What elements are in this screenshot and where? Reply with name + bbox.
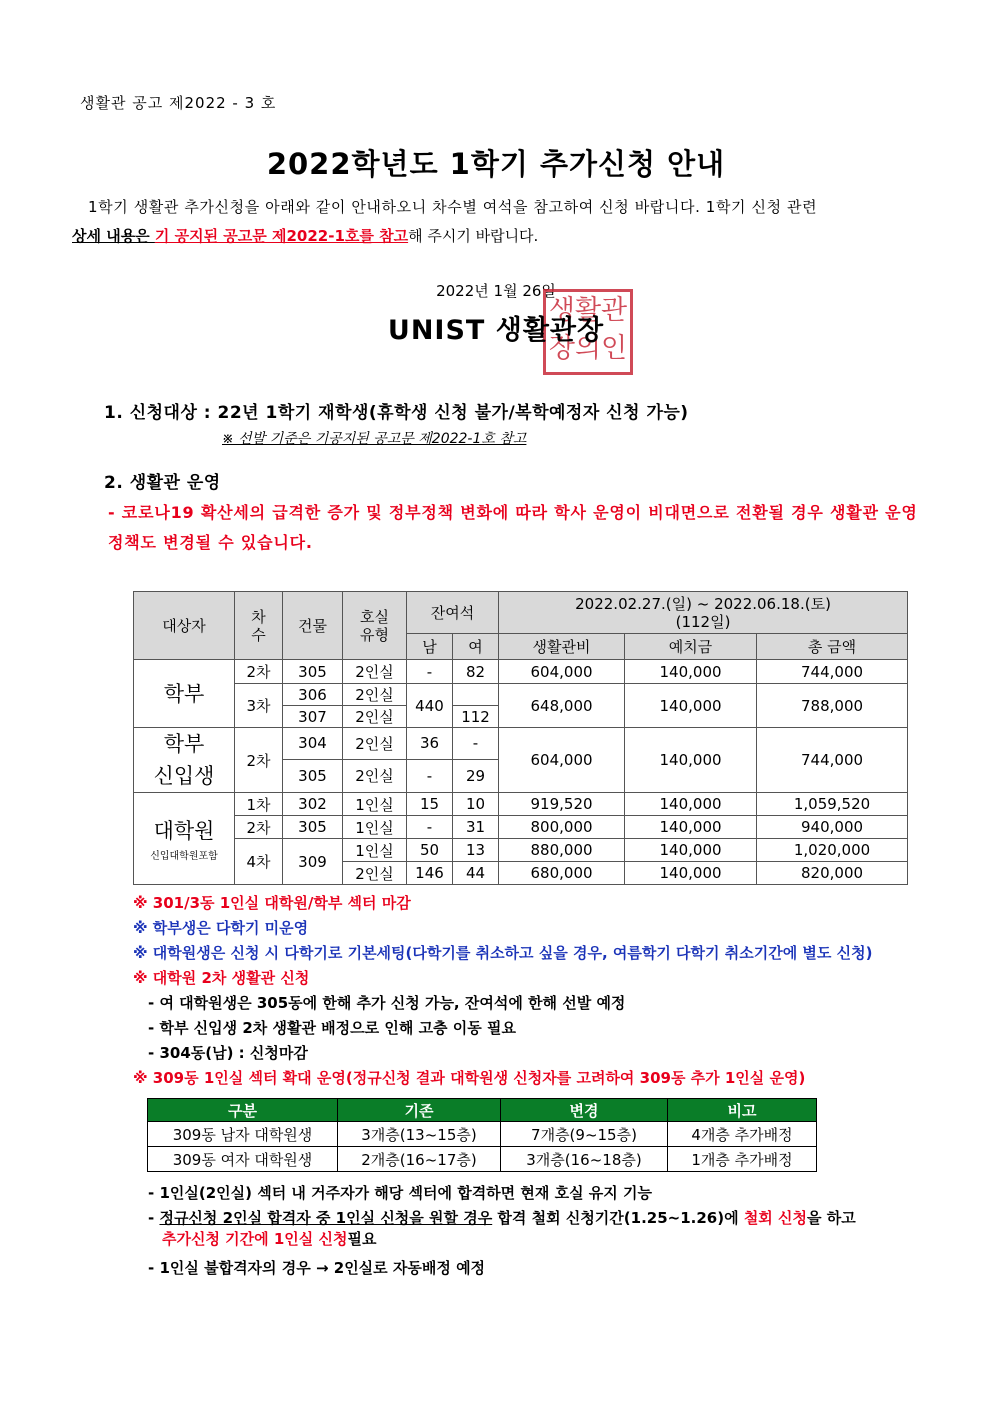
sector-cell: 309동 남자 대학원생 bbox=[148, 1122, 338, 1147]
sector-cell: 3개층(16~18층) bbox=[501, 1147, 668, 1172]
footer-bullet-3: - 1인실 불합격자의 경우 → 2인실로 자동배정 예정 bbox=[148, 1259, 486, 1277]
sector-table bbox=[147, 1098, 817, 1172]
issuer-name: UNIST 생활관장 bbox=[387, 315, 605, 346]
cell-male: 50 bbox=[407, 839, 453, 862]
intro-reference: 기 공지된 공고문 제2022-1호를 참고 bbox=[154, 227, 409, 245]
cell-room: 2인실 bbox=[343, 862, 407, 885]
page-title: 2022학년도 1학기 추가신청 안내 bbox=[266, 147, 726, 181]
header-round: 차 수 bbox=[235, 592, 283, 660]
cell-female: 112 bbox=[453, 706, 499, 728]
cell-female: 13 bbox=[453, 839, 499, 862]
sector-cell: 4개층 추가배정 bbox=[668, 1122, 817, 1147]
cell-building: 307 bbox=[283, 706, 343, 728]
cell-male: 36 bbox=[407, 728, 453, 760]
footer-period: 합격 철회 신청기간(1.25~1.26)에 bbox=[492, 1209, 744, 1227]
sector-cell: 7개층(9~15층) bbox=[501, 1122, 668, 1147]
table-row bbox=[134, 816, 908, 839]
note-grad-female: - 여 대학원생은 305동에 한해 추가 신청 가능, 잔여석에 한해 선발 예정 bbox=[148, 994, 626, 1012]
notice-number: 생활관 공고 제2022 - 3 호 bbox=[80, 94, 277, 112]
cell-building: 302 bbox=[283, 793, 343, 816]
cell-round: 4차 bbox=[235, 839, 283, 885]
cell-male: - bbox=[407, 816, 453, 839]
group-grad-sublabel: 신입대학원포함 bbox=[150, 851, 218, 862]
cell-room: 1인실 bbox=[343, 839, 407, 862]
header-target: 대상자 bbox=[134, 592, 235, 660]
header-seats: 잔여석 bbox=[407, 592, 499, 634]
sector-header-remark: 비고 bbox=[668, 1099, 817, 1122]
cell-building: 306 bbox=[283, 684, 343, 706]
table-row bbox=[148, 1122, 817, 1147]
group-grad bbox=[134, 793, 235, 885]
cell-deposit: 140,000 bbox=[625, 816, 757, 839]
note-undergrad: ※ 학부생은 다학기 미운영 bbox=[133, 919, 309, 937]
table-row bbox=[134, 793, 908, 816]
cell-total: 788,000 bbox=[757, 684, 908, 728]
header-total: 총 금액 bbox=[757, 634, 908, 660]
cell-total: 744,000 bbox=[757, 728, 908, 793]
cell-male: 440 bbox=[407, 684, 453, 728]
cell-fee: 880,000 bbox=[499, 839, 625, 862]
cell-building: 305 bbox=[283, 660, 343, 684]
fee-table bbox=[133, 591, 908, 885]
cell-room: 2인실 bbox=[343, 728, 407, 760]
header-female: 여 bbox=[453, 634, 499, 660]
cell-female: 44 bbox=[453, 862, 499, 885]
table-row bbox=[134, 728, 908, 760]
section-1-note: ※ 선발 기준은 기공지된 공고문 제2022-1호 참고 bbox=[222, 431, 527, 447]
cell-male: 146 bbox=[407, 862, 453, 885]
cell-deposit: 140,000 bbox=[625, 684, 757, 728]
header-period bbox=[499, 592, 908, 634]
notice-date: 2022년 1월 26일 bbox=[436, 282, 556, 300]
cell-total: 744,000 bbox=[757, 660, 908, 684]
cell-female: 82 bbox=[453, 660, 499, 684]
cell-total: 1,020,000 bbox=[757, 839, 908, 862]
cell-male: - bbox=[407, 759, 453, 792]
sector-header-before: 기존 bbox=[338, 1099, 501, 1122]
cell-female: 10 bbox=[453, 793, 499, 816]
sector-header-after: 변경 bbox=[501, 1099, 668, 1122]
footer-required: 필요 bbox=[347, 1230, 377, 1248]
cell-female: 29 bbox=[453, 759, 499, 792]
cell-deposit: 140,000 bbox=[625, 862, 757, 885]
cell-room: 2인실 bbox=[343, 684, 407, 706]
cell-total: 940,000 bbox=[757, 816, 908, 839]
period-days: (112일) bbox=[675, 612, 731, 631]
intro-detail-label: 상세 내용은 bbox=[72, 227, 155, 245]
cell-room: 2인실 bbox=[343, 759, 407, 792]
cell-building: 304 bbox=[283, 728, 343, 760]
note-grad-round2: ※ 대학원 2차 생활관 신청 bbox=[133, 969, 310, 987]
note-sector-closed: ※ 301/3동 1인실 대학원/학부 섹터 마감 bbox=[133, 894, 411, 912]
table-row bbox=[134, 839, 908, 862]
section-2-heading: 2. 생활관 운영 bbox=[104, 473, 221, 493]
cell-room: 1인실 bbox=[343, 793, 407, 816]
cell-fee: 919,520 bbox=[499, 793, 625, 816]
sector-cell: 309동 여자 대학원생 bbox=[148, 1147, 338, 1172]
cell-round: 2차 bbox=[235, 660, 283, 684]
sector-cell: 2개층(16~17층) bbox=[338, 1147, 501, 1172]
cell-female: 31 bbox=[453, 816, 499, 839]
cell-total: 1,059,520 bbox=[757, 793, 908, 816]
table-row bbox=[134, 684, 908, 706]
table-row bbox=[134, 660, 908, 684]
cell-building: 305 bbox=[283, 759, 343, 792]
footer-withdraw: 철회 신청 bbox=[743, 1209, 807, 1227]
footer-bullet-2 bbox=[148, 1207, 908, 1249]
footer-condition: 정규신청 2인실 합격자 중 1인실 신청을 원할 경우 bbox=[159, 1209, 493, 1227]
cell-male: 15 bbox=[407, 793, 453, 816]
group-grad-label: 대학원 bbox=[153, 819, 215, 843]
table-row bbox=[148, 1147, 817, 1172]
cell-room: 2인실 bbox=[343, 706, 407, 728]
group-freshman: 학부 신입생 bbox=[134, 728, 235, 793]
cell-deposit: 140,000 bbox=[625, 660, 757, 684]
cell-male: - bbox=[407, 660, 453, 684]
cell-female bbox=[453, 684, 499, 706]
sector-cell: 1개층 추가배정 bbox=[668, 1147, 817, 1172]
cell-deposit: 140,000 bbox=[625, 839, 757, 862]
cell-round: 3차 bbox=[235, 684, 283, 728]
cell-building: 309 bbox=[283, 839, 343, 885]
cell-female: - bbox=[453, 728, 499, 760]
sector-header-row bbox=[148, 1099, 817, 1122]
cell-round: 2차 bbox=[235, 728, 283, 793]
header-fee: 생활관비 bbox=[499, 634, 625, 660]
cell-round: 2차 bbox=[235, 816, 283, 839]
official-seal: 생활관 장의인 bbox=[543, 289, 633, 375]
group-undergrad: 학부 bbox=[134, 660, 235, 728]
cell-fee: 604,000 bbox=[499, 660, 625, 684]
cell-room: 2인실 bbox=[343, 660, 407, 684]
intro-line-1: 1학기 생활관 추가신청을 아래와 같이 안내하오니 차수별 여석을 참고하여 신청 바랍니다. 1학기 신청 관련 bbox=[88, 198, 818, 216]
footer-bullet-1: - 1인실(2인실) 섹터 내 거주자가 해당 섹터에 합격하면 현재 호실 유지 기능 bbox=[148, 1184, 652, 1202]
footer-apply-single: 추가신청 기간에 1인실 신청 bbox=[162, 1230, 348, 1248]
note-309-expand: ※ 309동 1인실 섹터 확대 운영(정규신청 결과 대학원생 신청자를 고려하여 309동 추가 1인실 운영) bbox=[133, 1069, 806, 1087]
header-room-type: 호실 유형 bbox=[343, 592, 407, 660]
intro-paragraph bbox=[72, 193, 924, 251]
intro-closing: 해 주시기 바랍니다. bbox=[408, 227, 539, 245]
sector-header-category: 구분 bbox=[148, 1099, 338, 1122]
cell-fee: 680,000 bbox=[499, 862, 625, 885]
header-male: 남 bbox=[407, 634, 453, 660]
note-grad-multi: ※ 대학원생은 신청 시 다학기로 기본세팅(다학기를 취소하고 싶을 경우, 여름학기 다학기 취소기간에 별도 신청) bbox=[133, 944, 873, 962]
cell-fee: 800,000 bbox=[499, 816, 625, 839]
cell-fee: 604,000 bbox=[499, 728, 625, 793]
cell-building: 305 bbox=[283, 816, 343, 839]
cell-fee: 648,000 bbox=[499, 684, 625, 728]
sector-cell: 3개층(13~15층) bbox=[338, 1122, 501, 1147]
cell-total: 820,000 bbox=[757, 862, 908, 885]
header-building: 건물 bbox=[283, 592, 343, 660]
header-deposit: 예치금 bbox=[625, 634, 757, 660]
covid-warning: - 코로나19 확산세의 급격한 증가 및 정부정책 변화에 따라 학사 운영이 비대면으로 전환될 경우 생활관 운영정책도 변경될 수 있습니다. bbox=[108, 503, 918, 552]
bullet-dash: - bbox=[148, 1209, 160, 1227]
note-freshman-move: - 학부 신입생 2차 생활관 배정으로 인해 고층 이동 필요 bbox=[148, 1019, 516, 1037]
note-304-closed: - 304동(남) : 신청마감 bbox=[148, 1044, 308, 1062]
cell-room: 1인실 bbox=[343, 816, 407, 839]
period-range: 2022.02.27.(일) ~ 2022.06.18.(토) bbox=[575, 594, 831, 613]
cell-round: 1차 bbox=[235, 793, 283, 816]
cell-deposit: 140,000 bbox=[625, 793, 757, 816]
cell-deposit: 140,000 bbox=[625, 728, 757, 793]
footer-and: 을 하고 bbox=[807, 1209, 856, 1227]
section-1-heading: 1. 신청대상 : 22년 1학기 재학생(휴학생 신청 불가/복학예정자 신청 가능) bbox=[104, 403, 689, 423]
